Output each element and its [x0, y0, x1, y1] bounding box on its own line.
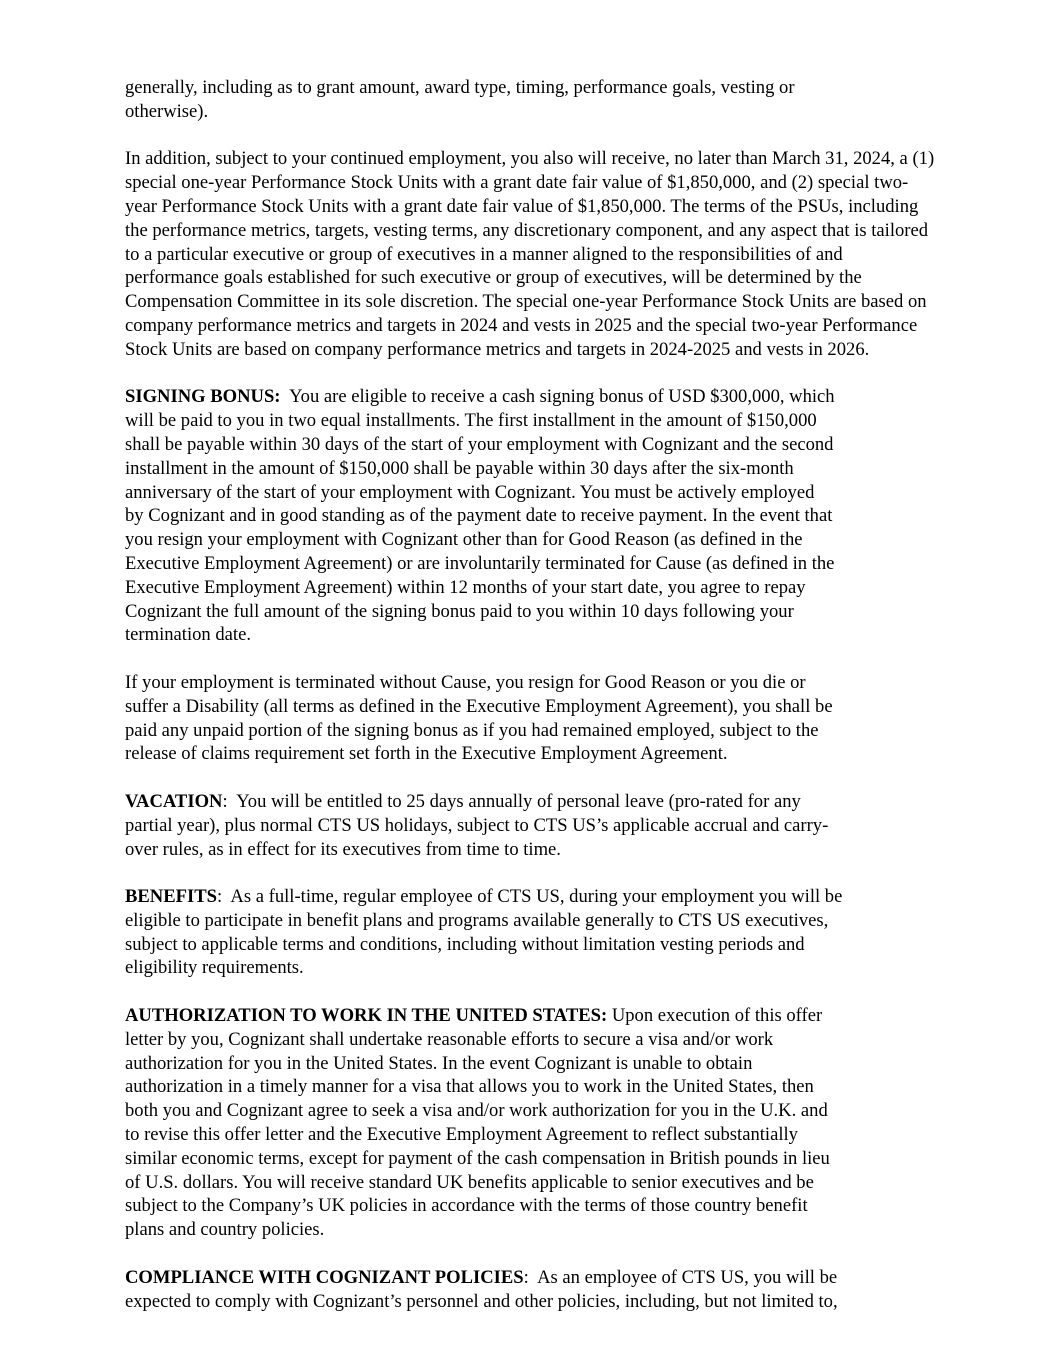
paragraph-benefits [125, 885, 1030, 980]
text-line: you resign your employment with Cognizant other than for Good Reason (as defined in the [125, 529, 803, 551]
text-line: to revise this offer letter and the Executive Employment Agreement to reflect substantially [125, 1124, 798, 1146]
text-run: : You will be entitled to 25 days annually of personal leave (pro-rated for any [222, 790, 801, 812]
text-line: of U.S. dollars. You will receive standard UK benefits applicable to senior executives and be [125, 1171, 814, 1193]
section-heading-compliance: COMPLIANCE WITH COGNIZANT POLICIES [125, 1266, 524, 1288]
text-line: performance goals established for such executive or group of executives, will be determined by the [125, 267, 862, 289]
text-line: release of claims requirement set forth in the Executive Employment Agreement. [125, 743, 728, 765]
text-line: will be paid to you in two equal installments. The first installment in the amount of $150,000 [125, 410, 817, 432]
text-line: both you and Cognizant agree to seek a visa and/or work authorization for you in the U.K. and [125, 1100, 828, 1122]
text-line: company performance metrics and targets in 2024 and vests in 2025 and the special two-year Performance [125, 314, 918, 336]
text-line: partial year), plus normal CTS US holidays, subject to CTS US’s applicable accrual and carry- [125, 814, 829, 836]
paragraph-vacation [125, 790, 1030, 861]
text-line: expected to comply with Cognizant’s personnel and other policies, including, but not limited to, [125, 1290, 838, 1312]
text-line: subject to applicable terms and conditions, including without limitation vesting periods and [125, 933, 805, 955]
text-line: Stock Units are based on company performance metrics and targets in 2024-2025 and vests in 2026. [125, 338, 870, 360]
text-line: by Cognizant and in good standing as of the payment date to receive payment. In the event that [125, 505, 833, 527]
text-line [125, 1266, 1030, 1290]
text-line [125, 385, 1030, 409]
text-run: Upon execution of this offer [607, 1005, 823, 1027]
section-heading-vacation: VACATION [125, 790, 223, 812]
text-line: year Performance Stock Units with a grant date fair value of $1,850,000. The terms of the PSUs, including [125, 195, 919, 217]
text-line: special one-year Performance Stock Units with a grant date fair value of $1,850,000, and (2) special two- [125, 172, 909, 194]
text-line: to a particular executive or group of executives in a manner aligned to the responsibilities of and [125, 243, 843, 265]
text-line: the performance metrics, targets, vesting terms, any discretionary component, and any aspect that is tailored [125, 219, 929, 241]
paragraph-termination-bonus [125, 671, 1030, 766]
text-line [125, 790, 1030, 814]
text-run: : As a full-time, regular employee of CTS US, during your employment you will be [216, 886, 843, 908]
text-line: Executive Employment Agreement) within 12 months of your start date, you agree to repay [125, 576, 806, 598]
text-line: authorization for you in the United States. In the event Cognizant is unable to obtain [125, 1052, 753, 1074]
paragraph-performance-stock-units [125, 147, 1030, 361]
paragraph-signing-bonus [125, 385, 1030, 647]
text-line: termination date. [125, 624, 251, 646]
text-line [125, 885, 1030, 909]
paragraph-work-authorization [125, 1004, 1030, 1242]
text-line: eligible to participate in benefit plans and programs available generally to CTS US executives, [125, 909, 829, 931]
text-line: installment in the amount of $150,000 shall be payable within 30 days after the six-month [125, 457, 794, 479]
section-heading-work-authorization: AUTHORIZATION TO WORK IN THE UNITED STATES: [125, 1005, 608, 1027]
document-page [125, 76, 1030, 1313]
text-line: Cognizant the full amount of the signing bonus paid to you within 10 days following your [125, 600, 794, 622]
text-line: If your employment is terminated without Cause, you resign for Good Reason or you die or [125, 671, 806, 693]
text-run: : As an employee of CTS US, you will be [523, 1266, 838, 1288]
paragraph-equity-continuation [125, 76, 1030, 124]
text-line: over rules, as in effect for its executives from time to time. [125, 838, 561, 860]
text-line: similar economic terms, except for payment of the cash compensation in British pounds in lieu [125, 1147, 830, 1169]
text-line: plans and country policies. [125, 1219, 325, 1241]
text-line: authorization in a timely manner for a visa that allows you to work in the United States, then [125, 1076, 814, 1098]
text-line: Executive Employment Agreement) or are involuntarily terminated for Cause (as defined in the [125, 552, 835, 574]
text-line: In addition, subject to your continued employment, you also will receive, no later than March 31, 2024, a (1) [125, 148, 935, 170]
text-line: eligibility requirements. [125, 957, 304, 979]
text-line [125, 1004, 1030, 1028]
text-run: You are eligible to receive a cash signing bonus of USD $300,000, which [280, 386, 835, 408]
text-line: paid any unpaid portion of the signing bonus as if you had remained employed, subject to the [125, 719, 819, 741]
text-line: generally, including as to grant amount, award type, timing, performance goals, vesting or [125, 77, 795, 98]
text-line: letter by you, Cognizant shall undertake reasonable efforts to secure a visa and/or work [125, 1028, 774, 1050]
paragraph-compliance [125, 1266, 1030, 1314]
text-line: Compensation Committee in its sole discretion. The special one-year Performance Stock Units are based on [125, 291, 927, 313]
text-line: shall be payable within 30 days of the start of your employment with Cognizant and the second [125, 433, 834, 455]
text-line: suffer a Disability (all terms as defined in the Executive Employment Agreement), you shall be [125, 695, 833, 717]
text-line: anniversary of the start of your employment with Cognizant. You must be actively employed [125, 481, 815, 503]
section-heading-benefits: BENEFITS [125, 886, 217, 908]
text-line: subject to the Company’s UK policies in accordance with the terms of those country benefit [125, 1195, 808, 1217]
section-heading-signing-bonus: SIGNING BONUS: [125, 386, 281, 408]
text-line: otherwise). [125, 100, 209, 122]
